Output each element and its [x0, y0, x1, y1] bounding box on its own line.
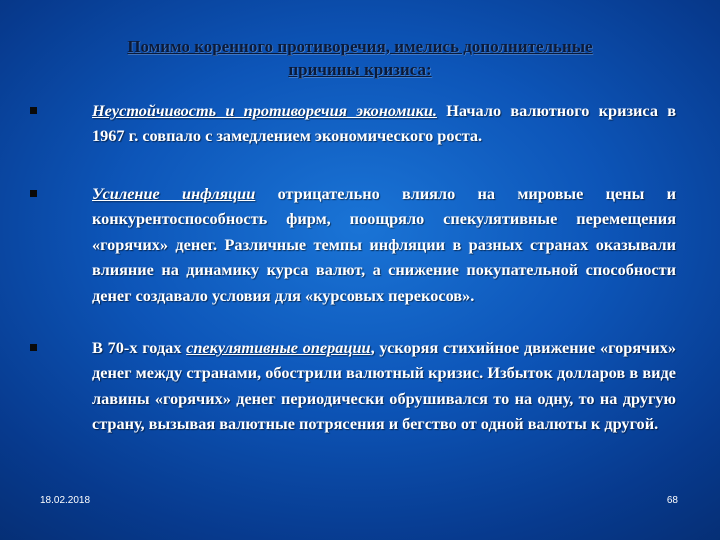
bullet-item-speculation [92, 335, 676, 437]
square-bullet-icon [30, 107, 37, 114]
bullet-item-instability [92, 98, 676, 149]
square-bullet-icon [30, 190, 37, 197]
bullet-term: спекулятивные операции [186, 338, 371, 357]
square-bullet-icon [30, 344, 37, 351]
title-line-1: Помимо коренного противоречия, имелись дополнительные [127, 37, 593, 56]
slide-title [60, 35, 660, 81]
bullet-text: отрицательно влияло на мировые цены и конкурентоспособность фирм, поощряло спекулятивные перемещения «горячих» денег. Различные темпы инфляции в разных странах оказывали влияние на динамику курса валют, а снижение покупательной способности денег создавало условия для «курсовых перекосов». [92, 184, 676, 305]
page-number: 68 [666, 495, 678, 506]
footer-date: 18.02.2018 [40, 495, 91, 506]
bullet-prefix: В 70-х годах [92, 338, 187, 357]
bullet-item-inflation [92, 181, 676, 308]
bullet-term: Усиление инфляции [92, 184, 256, 203]
bullet-term: Неустойчивость и противоречия экономики. [92, 101, 437, 120]
bullet-text: Начало валютного кризиса в 1967 г. совпало с замедлением экономического роста. [92, 101, 676, 146]
bullet-text: , ускоряя стихийное движение «горячих» денег между странами, обострили валютный кризис. Избыток долларов в виде лавины «горячих» денег периодически обрушивался то на одну, то на другую страну, вызывая валютные потрясения и бегство от одной валюты к другой. [92, 338, 676, 434]
title-line-2: причины кризиса: [288, 60, 432, 79]
